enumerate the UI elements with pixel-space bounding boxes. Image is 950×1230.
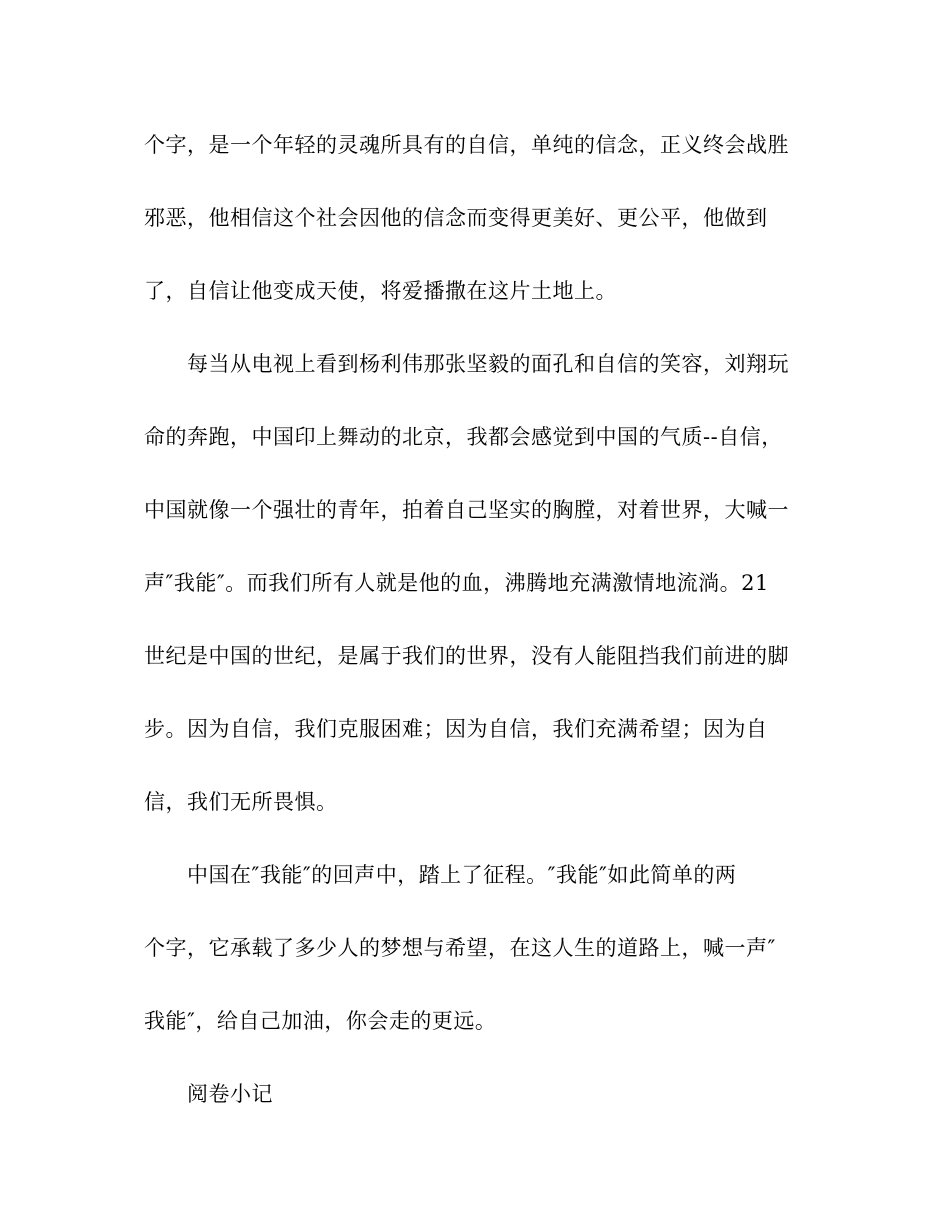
- text-line: 个字，它承载了多少人的梦想与希望，在这人生的道路上，喊一声″: [144, 936, 776, 960]
- text-line: 世纪是中国的世纪，是属于我们的世界，没有人能阻挡我们前进的脚: [144, 644, 789, 668]
- text-line: 中国在″我能″的回声中，踏上了征程。″我能″如此简单的两: [187, 863, 737, 887]
- text-line: 声″我能″。而我们所有人就是他的血，沸腾地充满激情地流淌。21: [144, 571, 769, 595]
- text-line: 了，自信让他变成天使，将爱播撒在这片土地上。: [144, 279, 617, 303]
- text-line: 信，我们无所畏惧。: [144, 790, 338, 814]
- text-line: 步。因为自信，我们克服困难；因为自信，我们充满希望；因为自: [144, 717, 768, 741]
- text-line: 邪恶，他相信这个社会因他的信念而变得更美好、更公平，他做到: [144, 206, 768, 230]
- text-line: 命的奔跑，中国印上舞动的北京，我都会感觉到中国的气质--自信，: [144, 425, 783, 449]
- section-heading: 阅卷小记: [187, 1082, 273, 1106]
- text-line: 个字，是一个年轻的灵魂所具有的自信，单纯的信念，正义终会战胜: [144, 133, 789, 157]
- text-line: 我能″，给自己加油，你会走的更远。: [144, 1009, 497, 1033]
- text-line: 每当从电视上看到杨利伟那张坚毅的面孔和自信的笑容，刘翔玩: [187, 352, 789, 376]
- text-line: 中国就像一个强壮的青年，拍着自己坚实的胸膛，对着世界，大喊一: [144, 498, 789, 522]
